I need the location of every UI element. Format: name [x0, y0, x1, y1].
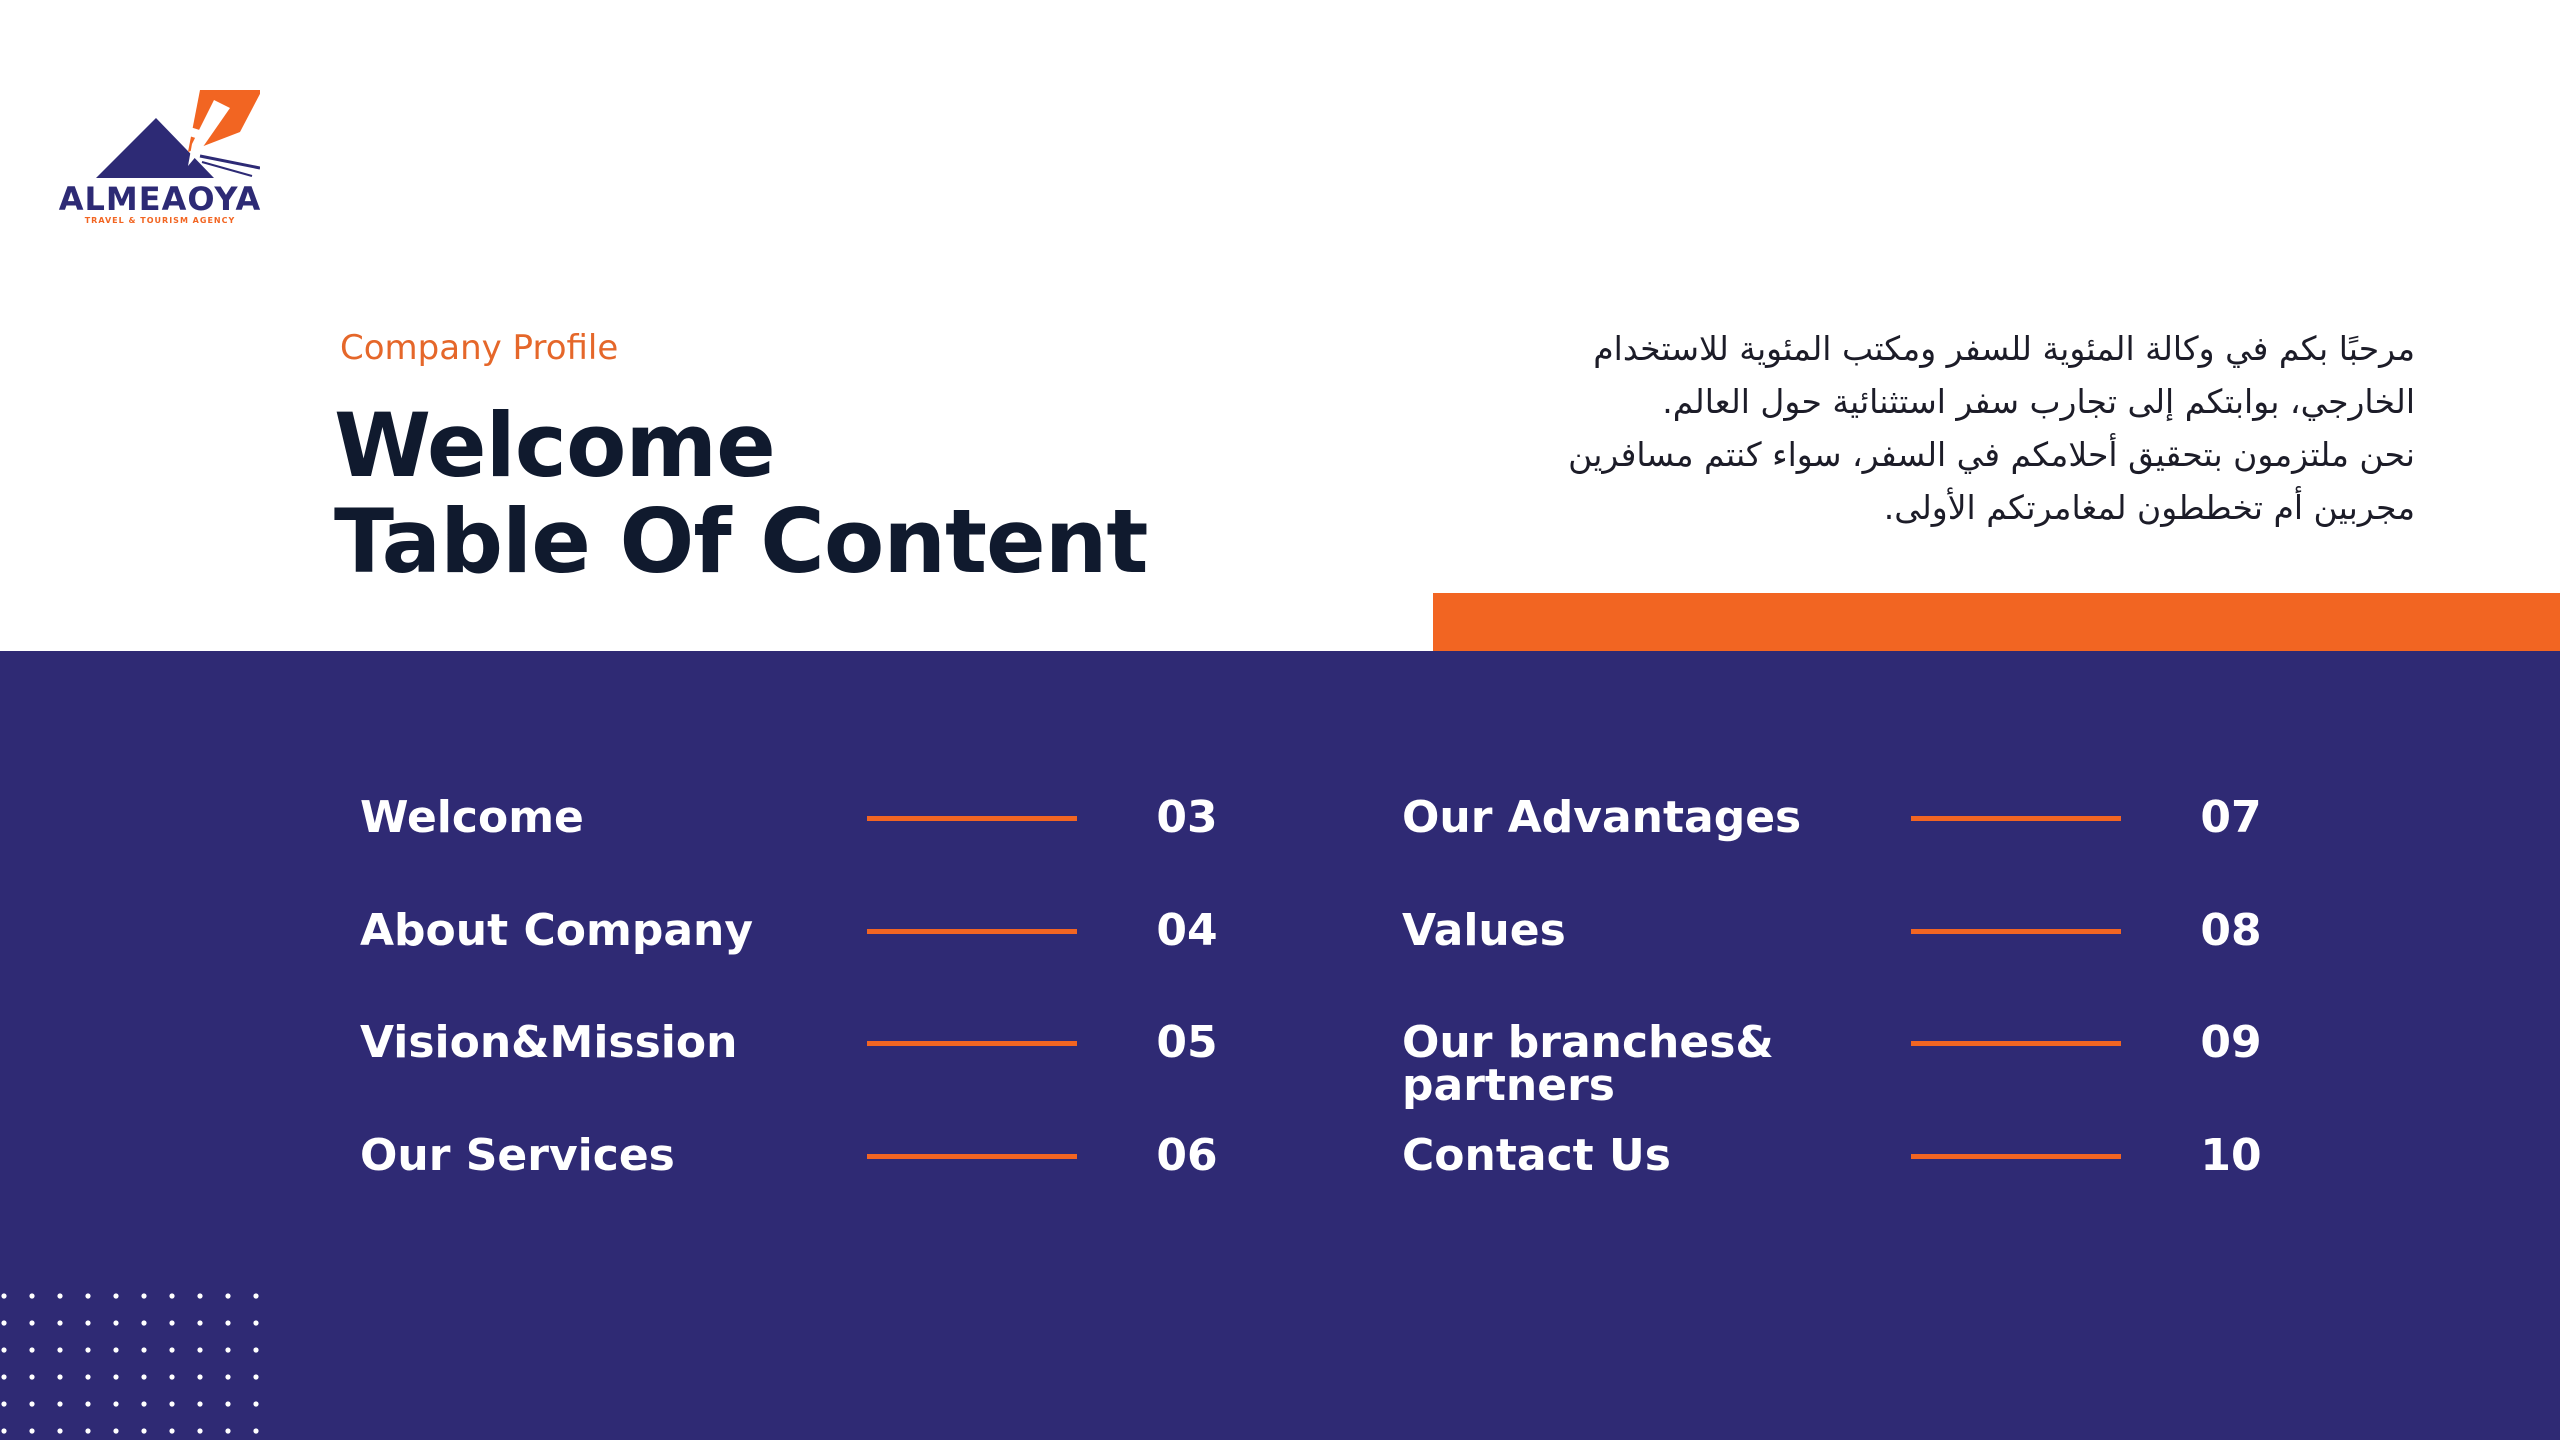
toc-page-number: 03	[1156, 792, 1218, 843]
decor-dot	[85, 1293, 90, 1298]
toc-label: Our branches& partners	[1402, 1017, 1774, 1111]
intro-line: نحن ملتزمون بتحقيق أحلامكم في السفر، سواء كنتم مسافرين	[1568, 435, 2415, 474]
airplane-logo-icon	[90, 82, 260, 182]
decor-dot	[85, 1374, 90, 1379]
decor-dot	[141, 1347, 146, 1352]
decor-dot	[169, 1347, 174, 1352]
decor-dot	[1, 1320, 6, 1325]
intro-line: مجربين أم تخططون لمغامرتكم الأولى.	[1883, 488, 2415, 527]
decor-dot	[57, 1347, 62, 1352]
decor-dot	[57, 1374, 62, 1379]
title-line-1: Welcome	[334, 394, 775, 497]
toc-divider-line	[1911, 1154, 2121, 1159]
decor-dot	[197, 1401, 202, 1406]
decor-dot	[113, 1347, 118, 1352]
decor-dot	[141, 1374, 146, 1379]
decor-dot	[197, 1428, 202, 1433]
toc-label: Contact Us	[1402, 1130, 1671, 1181]
decor-dot	[29, 1401, 34, 1406]
decor-dot	[29, 1293, 34, 1298]
toc-page-number: 07	[2200, 792, 2262, 843]
decor-dot	[253, 1428, 258, 1433]
intro-line: مرحبًا بكم في وكالة المئوية للسفر ومكتب المئوية للاستخدام	[1593, 329, 2415, 368]
decor-dot	[85, 1401, 90, 1406]
toc-page-number: 09	[2200, 1017, 2262, 1068]
decor-dot	[225, 1401, 230, 1406]
decor-dot	[225, 1374, 230, 1379]
decor-dot	[29, 1320, 34, 1325]
decor-dot	[113, 1401, 118, 1406]
toc-divider-line	[1911, 816, 2121, 821]
decor-dot	[141, 1293, 146, 1298]
toc-divider-line	[867, 1154, 1077, 1159]
intro-line: الخارجي، بوابتكم إلى تجارب سفر استثنائية حول العالم.	[1662, 382, 2415, 421]
eyebrow-label: Company Profile	[340, 328, 619, 368]
decor-dot	[85, 1320, 90, 1325]
decor-dot	[169, 1428, 174, 1433]
decor-dot	[197, 1374, 202, 1379]
decor-dot	[57, 1401, 62, 1406]
decor-dot	[57, 1320, 62, 1325]
toc-divider-line	[1911, 1041, 2121, 1046]
decor-dot	[253, 1374, 258, 1379]
toc-page-number: 08	[2200, 905, 2262, 956]
decor-dot	[141, 1401, 146, 1406]
title-line-2: Table Of Content	[334, 490, 1148, 593]
decor-dot	[1, 1401, 6, 1406]
toc-page-number: 04	[1156, 905, 1218, 956]
toc-label: Vision&Mission	[360, 1017, 738, 1068]
intro-paragraph	[1480, 322, 2415, 534]
toc-page-number: 05	[1156, 1017, 1218, 1068]
decor-dot	[197, 1347, 202, 1352]
decor-dot	[225, 1428, 230, 1433]
decor-dot	[253, 1401, 258, 1406]
decor-dot	[29, 1428, 34, 1433]
decor-dot	[85, 1347, 90, 1352]
toc-label: Our Advantages	[1402, 792, 1802, 843]
decor-dot	[1, 1428, 6, 1433]
toc-label: Welcome	[360, 792, 584, 843]
decor-dot	[225, 1347, 230, 1352]
toc-page-number: 06	[1156, 1130, 1218, 1181]
decor-dot	[253, 1293, 258, 1298]
toc-divider-line	[867, 816, 1077, 821]
dot-grid-decoration	[0, 1290, 270, 1440]
decor-dot	[197, 1320, 202, 1325]
decor-dot	[57, 1293, 62, 1298]
decor-dot	[253, 1347, 258, 1352]
decor-dot	[253, 1320, 258, 1325]
decor-dot	[169, 1401, 174, 1406]
decor-dot	[113, 1374, 118, 1379]
decor-dot	[113, 1428, 118, 1433]
decor-dot	[113, 1320, 118, 1325]
decor-dot	[85, 1428, 90, 1433]
decor-dot	[29, 1347, 34, 1352]
decor-dot	[225, 1293, 230, 1298]
decor-dot	[169, 1293, 174, 1298]
toc-divider-line	[867, 1041, 1077, 1046]
accent-bar	[1433, 593, 2560, 651]
decor-dot	[141, 1428, 146, 1433]
toc-label: About Company	[360, 905, 754, 956]
decor-dot	[197, 1293, 202, 1298]
brand-logo	[30, 82, 290, 232]
decor-dot	[169, 1320, 174, 1325]
toc-divider-line	[867, 929, 1077, 934]
decor-dot	[1, 1347, 6, 1352]
toc-page-number: 10	[2200, 1130, 2262, 1181]
decor-dot	[1, 1374, 6, 1379]
toc-divider-line	[1911, 929, 2121, 934]
decor-dot	[141, 1320, 146, 1325]
brand-name: ALMEAOYA	[58, 180, 262, 218]
decor-dot	[225, 1320, 230, 1325]
decor-dot	[1, 1293, 6, 1298]
decor-dot	[57, 1428, 62, 1433]
toc-label: Our Services	[360, 1130, 675, 1181]
decor-dot	[29, 1374, 34, 1379]
toc-label: Values	[1402, 905, 1566, 956]
decor-dot	[113, 1293, 118, 1298]
brand-tagline: TRAVEL & TOURISM AGENCY	[84, 216, 236, 225]
decor-dot	[169, 1374, 174, 1379]
page-title	[334, 394, 1148, 593]
